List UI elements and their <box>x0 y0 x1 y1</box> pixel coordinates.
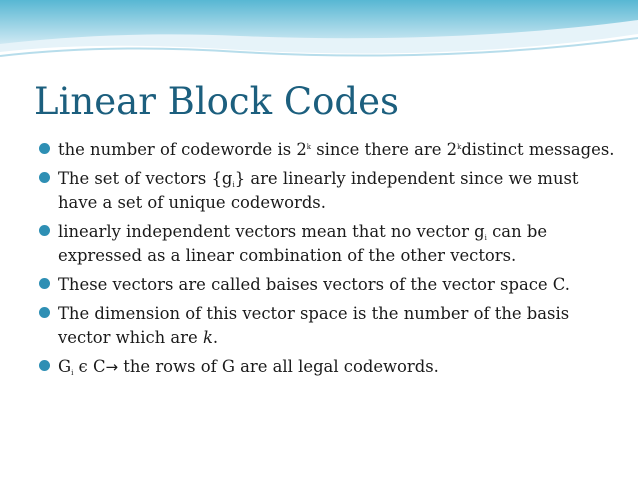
bullet-dot-icon <box>39 143 50 154</box>
bullet-text <box>58 304 569 347</box>
bullet-item <box>36 167 621 215</box>
text-run: G <box>58 357 72 376</box>
bullet-item <box>36 355 621 379</box>
bullet-text <box>58 140 614 159</box>
bullet-item <box>36 302 621 350</box>
text-run: the number of codeworde is 2 <box>58 140 307 159</box>
text-run: can be expressed as a linear combination of the other vectors. <box>58 222 548 265</box>
bullet-list <box>36 138 621 384</box>
bullet-dot-icon <box>39 307 50 318</box>
bullet-dot-icon <box>39 225 50 236</box>
bullet-dot-icon <box>39 360 50 371</box>
text-run: . <box>212 328 219 347</box>
header-band <box>0 0 638 70</box>
superscript: k <box>306 143 312 151</box>
bullet-text <box>58 169 579 212</box>
text-run: The dimension of this vector space is the number of the basis vector which are <box>58 304 570 347</box>
superscript: k <box>457 143 462 151</box>
text-run: the rows of G are all legal codewords. <box>118 357 439 376</box>
text-run: since there are 2 <box>311 140 458 159</box>
bullet-item <box>36 220 621 268</box>
text-run: } are linearly independent since we must have a set of unique codewords. <box>58 169 579 212</box>
bullet-item <box>36 138 621 162</box>
subscript: i <box>484 234 487 242</box>
text-run: distinct messages. <box>461 140 615 159</box>
slide-title: Linear Block Codes <box>34 80 399 123</box>
bullet-dot-icon <box>39 278 50 289</box>
arrow-right-icon: → <box>105 358 119 376</box>
bullet-text <box>58 222 547 265</box>
italic-text: k <box>202 328 213 347</box>
bullet-text <box>58 275 570 294</box>
text-run: These vectors are called baises vectors of the vector space C. <box>58 275 570 294</box>
bullet-dot-icon <box>39 172 50 183</box>
subscript: i <box>232 181 235 189</box>
text-run: linearly independent vectors mean that no vector g <box>58 222 485 241</box>
text-run: є C <box>73 357 106 376</box>
text-run: The set of vectors {g <box>58 169 233 188</box>
bullet-text <box>58 357 439 376</box>
bullet-item <box>36 273 621 297</box>
subscript: i <box>71 369 74 377</box>
